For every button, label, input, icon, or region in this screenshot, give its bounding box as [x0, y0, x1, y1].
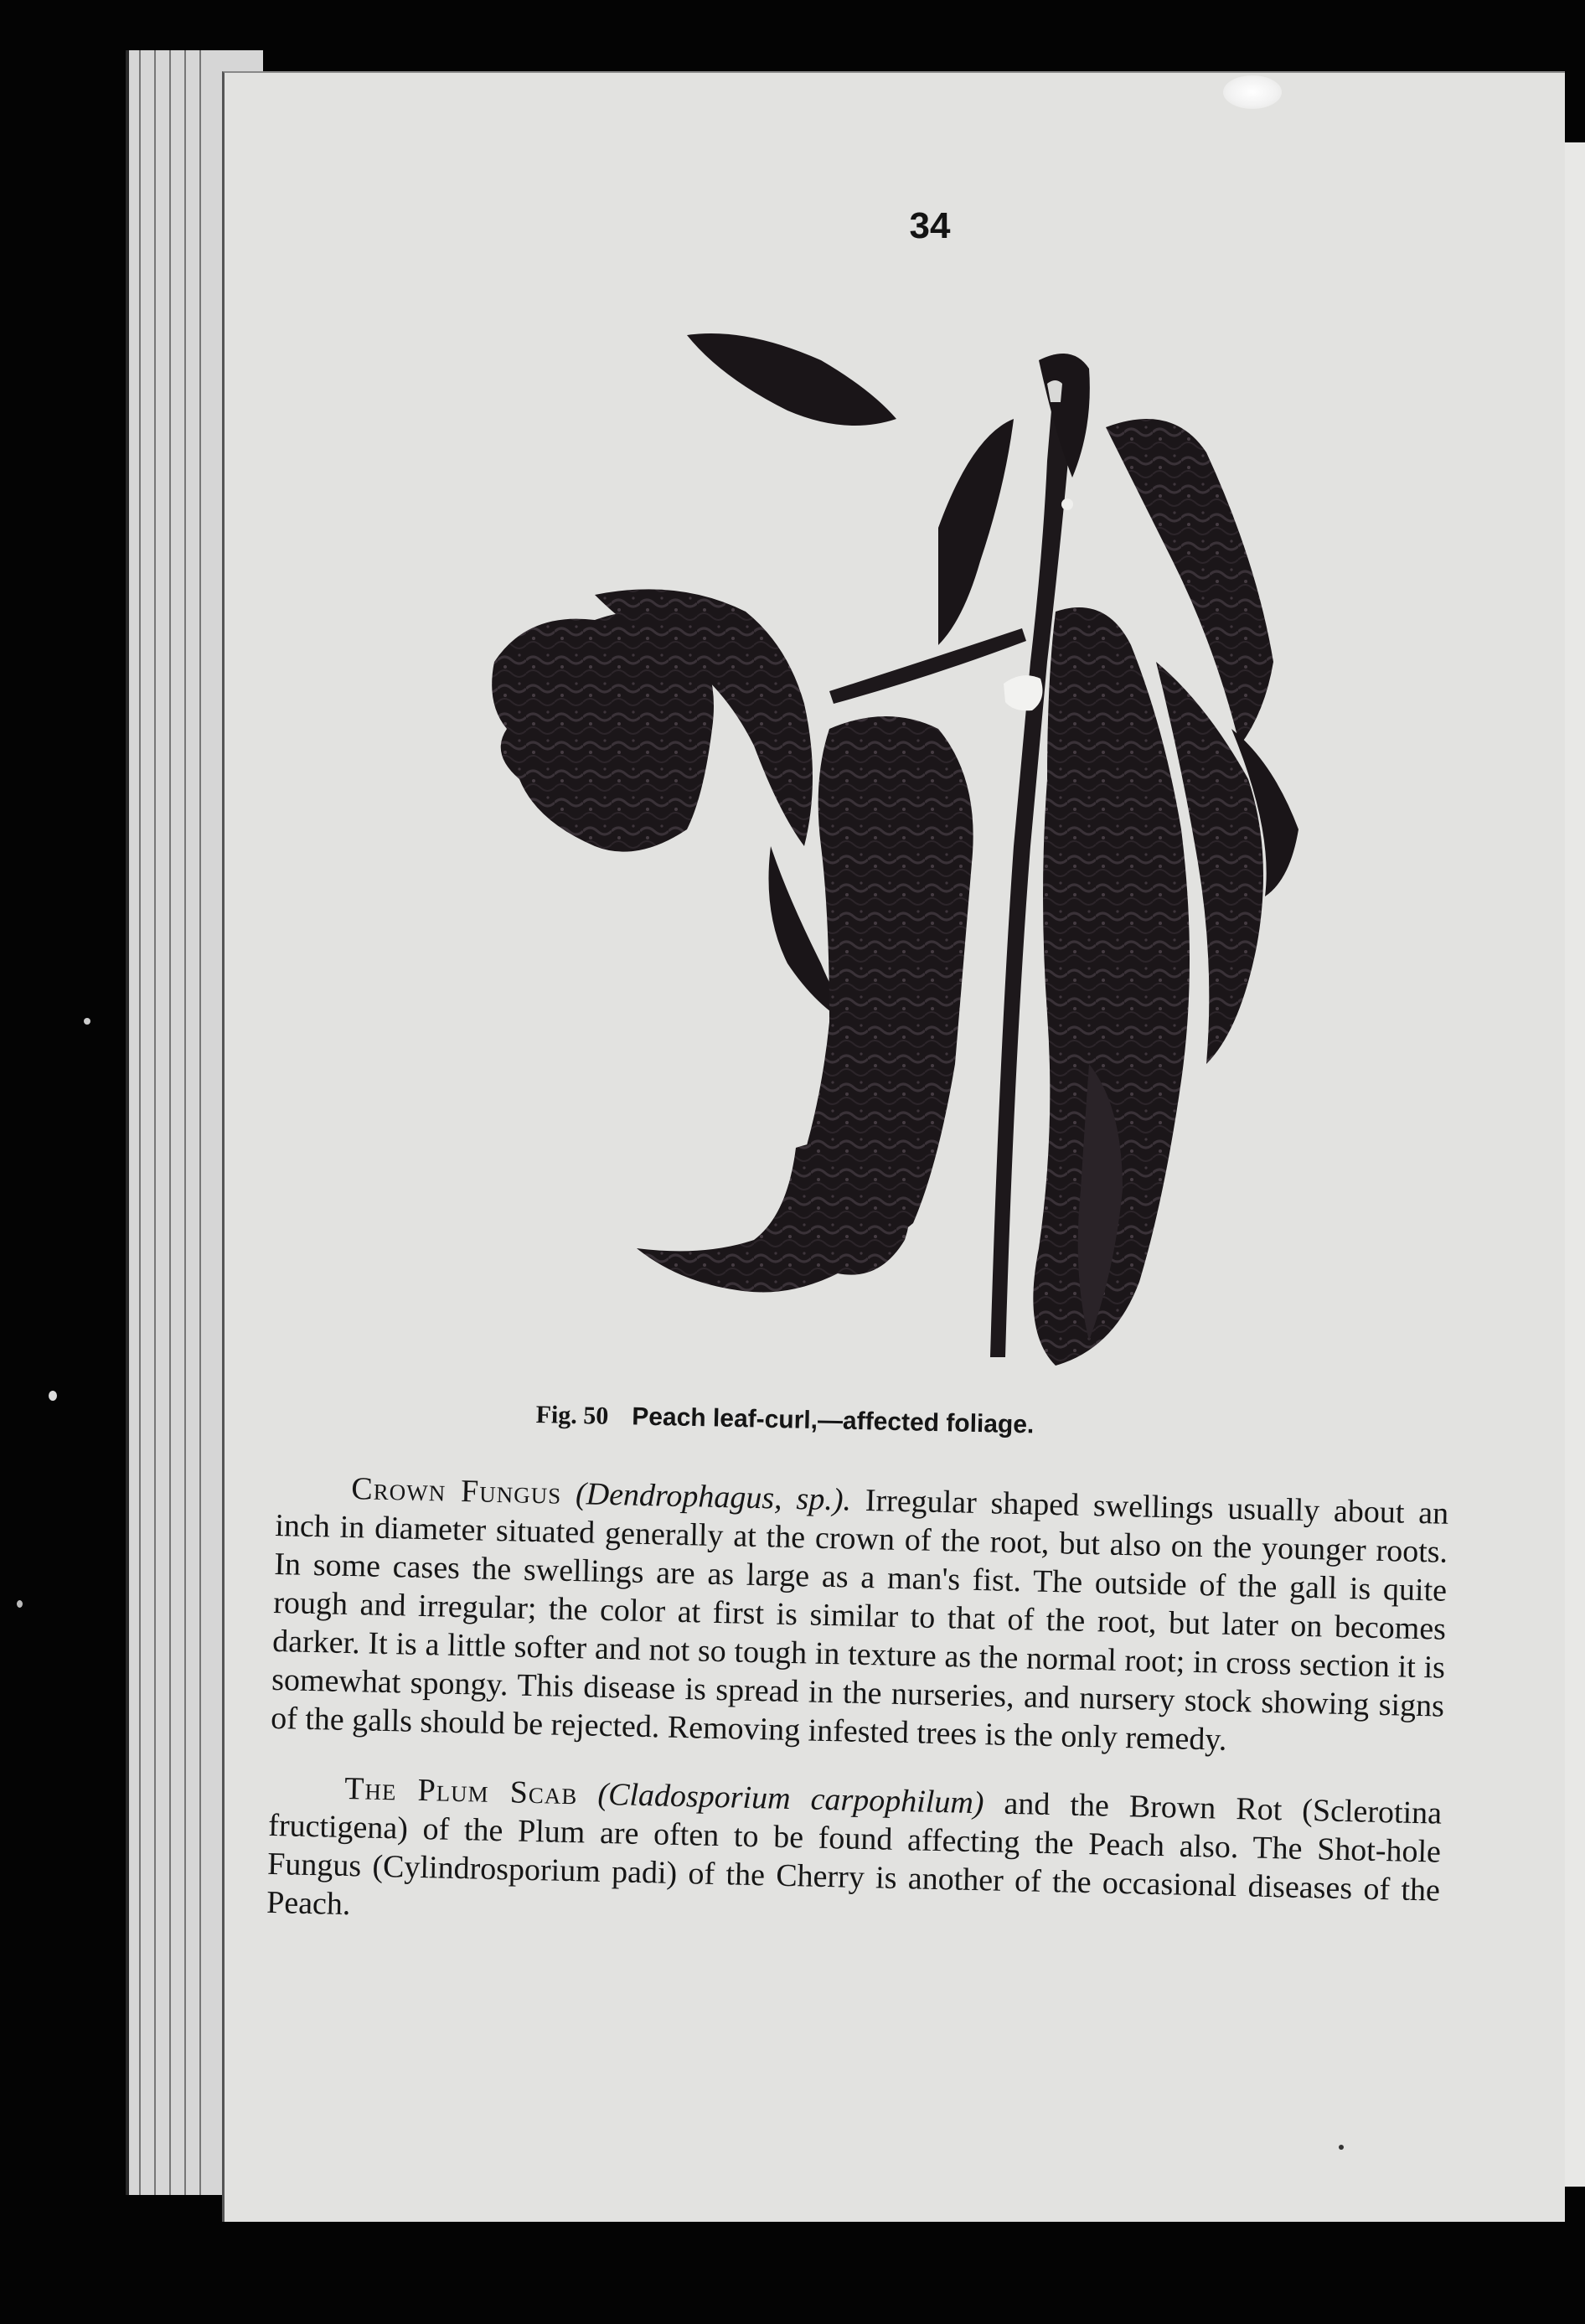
peach-leaf-curl-illustration	[469, 310, 1332, 1407]
stack-line	[154, 50, 156, 2195]
paragraph-crown-fungus	[271, 1468, 1449, 1764]
stack-line	[139, 50, 141, 2195]
page-number: 34	[909, 205, 951, 246]
stack-line	[169, 50, 171, 2195]
dust-speck	[49, 1391, 57, 1401]
dust-speck	[84, 1018, 90, 1025]
right-hanging-leaves	[1033, 607, 1298, 1366]
foliage-illustration-svg	[469, 310, 1332, 1407]
dust-speck	[1339, 2145, 1344, 2150]
body-text	[266, 1468, 1449, 1979]
paragraph-text: and the Brown Rot (Sclerotina fructigena) of the Plum are often to be found affecting the Peach also. The Shot-hole Fungus (Cylindrosporium padi) of the Cherry is another of the occasional diseases of the Peach.	[266, 1785, 1443, 1923]
figure-label: Fig. 50	[535, 1401, 609, 1430]
paper-stain	[1223, 75, 1282, 109]
paragraph-heading: Crown Fungus	[350, 1471, 562, 1511]
dust-speck	[17, 1600, 23, 1608]
paragraph-text: Irregular shaped swellings usually about an inch in diameter situated generally at the crown of the root, but also on the younger roots. In some cases the swellings are as large as a man's fist. The outside of the gall is quite rough and irregular; the color at first is similar to that of the root, but later on becomes darker. It is a little softer and not so tough in texture as the normal root; in cross section it is somewhat spongy. This disease is spread in the nurseries, and nursery stock showing signs of the galls should be rejected. Removing infested trees is the only remedy.	[270, 1482, 1449, 1758]
upper-left-leaf	[687, 333, 896, 426]
figure-caption-text: Peach leaf-curl,—affected foliage.	[631, 1402, 1035, 1439]
paragraph-plum-scab	[266, 1768, 1443, 1949]
paragraph-heading: The Plum Scab	[343, 1770, 578, 1812]
paragraph-species: (Cladosporium carpophilum)	[596, 1776, 984, 1821]
stack-line	[199, 50, 201, 2195]
stack-line	[184, 50, 186, 2195]
left-curled-leaf	[492, 589, 863, 1030]
paragraph-species: (Dendrophagus, sp.).	[575, 1476, 852, 1518]
